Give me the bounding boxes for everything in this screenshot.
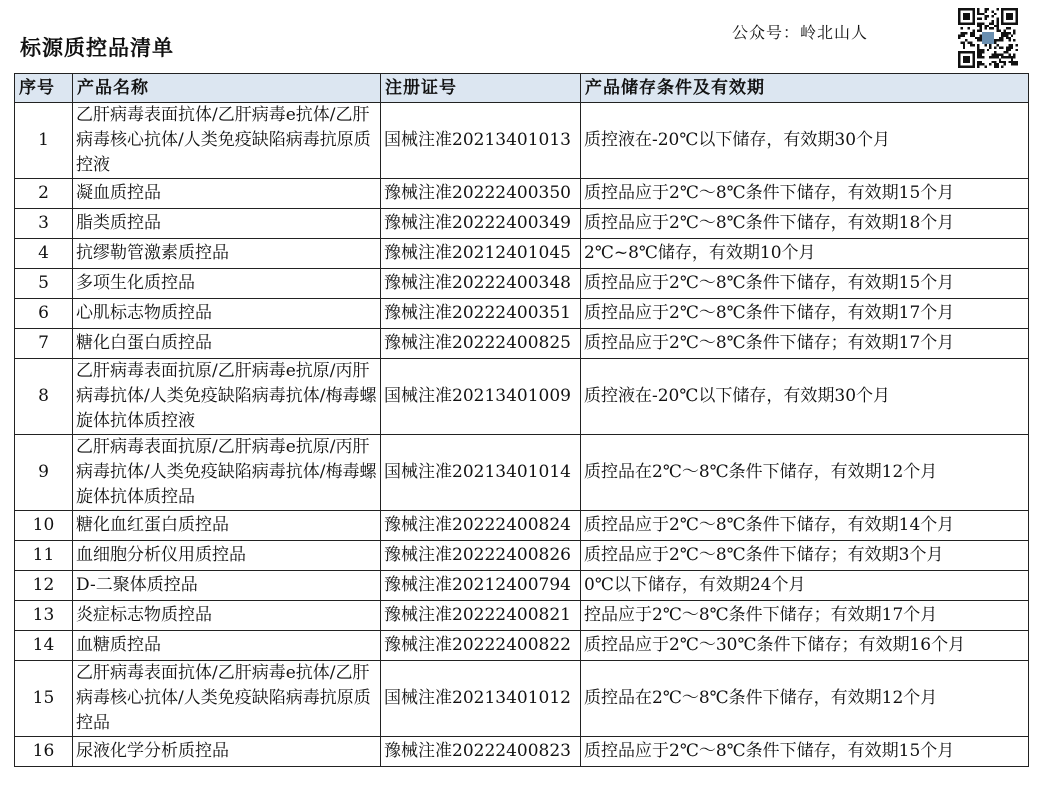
cell-registration: 豫械注准20212401045 bbox=[381, 239, 581, 269]
cell-product-name: 乙肝病毒表面抗原/乙肝病毒e抗原/丙肝病毒抗体/人类免疫缺陷病毒抗体/梅毒螺旋体抗体质控品 bbox=[73, 435, 381, 511]
cell-registration: 国械注准20213401013 bbox=[381, 103, 581, 179]
cell-registration: 国械注准20213401009 bbox=[381, 359, 581, 435]
cell-registration: 国械注准20213401012 bbox=[381, 661, 581, 737]
qr-code-icon bbox=[958, 8, 1018, 68]
cell-index: 3 bbox=[15, 209, 73, 239]
table-row bbox=[15, 541, 1029, 571]
cell-index: 5 bbox=[15, 269, 73, 299]
cell-product-name: 凝血质控品 bbox=[73, 179, 381, 209]
cell-registration: 豫械注准20212400794 bbox=[381, 571, 581, 601]
table-row bbox=[15, 571, 1029, 601]
cell-index: 9 bbox=[15, 435, 73, 511]
table-row bbox=[15, 329, 1029, 359]
cell-product-name: 血糖质控品 bbox=[73, 631, 381, 661]
cell-storage: 质控液在-20℃以下储存，有效期30个月 bbox=[581, 103, 1029, 179]
table-row bbox=[15, 511, 1029, 541]
table-row bbox=[15, 239, 1029, 269]
col-header-name: 产品名称 bbox=[73, 74, 381, 103]
cell-product-name: 脂类质控品 bbox=[73, 209, 381, 239]
cell-storage: 质控品应于2℃～8℃条件下储存，有效期15个月 bbox=[581, 737, 1029, 767]
col-header-reg: 注册证号 bbox=[381, 74, 581, 103]
cell-registration: 豫械注准20222400823 bbox=[381, 737, 581, 767]
cell-product-name: 尿液化学分析质控品 bbox=[73, 737, 381, 767]
cell-registration: 豫械注准20222400826 bbox=[381, 541, 581, 571]
cell-storage: 质控品在2℃～8℃条件下储存，有效期12个月 bbox=[581, 435, 1029, 511]
table-row bbox=[15, 737, 1029, 767]
cell-registration: 豫械注准20222400825 bbox=[381, 329, 581, 359]
cell-index: 2 bbox=[15, 179, 73, 209]
cell-registration: 豫械注准20222400822 bbox=[381, 631, 581, 661]
cell-product-name: 糖化白蛋白质控品 bbox=[73, 329, 381, 359]
table-row bbox=[15, 103, 1029, 179]
table-row bbox=[15, 299, 1029, 329]
cell-product-name: 乙肝病毒表面抗体/乙肝病毒e抗体/乙肝病毒核心抗体/人类免疫缺陷病毒抗原质控品 bbox=[73, 661, 381, 737]
cell-storage: 质控品在2℃～8℃条件下储存，有效期12个月 bbox=[581, 661, 1029, 737]
cell-registration: 豫械注准20222400351 bbox=[381, 299, 581, 329]
cell-product-name: D-二聚体质控品 bbox=[73, 571, 381, 601]
table-row bbox=[15, 631, 1029, 661]
cell-registration: 国械注准20213401014 bbox=[381, 435, 581, 511]
col-header-storage: 产品储存条件及有效期 bbox=[581, 74, 1029, 103]
cell-registration: 豫械注准20222400348 bbox=[381, 269, 581, 299]
cell-registration: 豫械注准20222400824 bbox=[381, 511, 581, 541]
cell-storage: 质控品应于2℃～30℃条件下储存；有效期16个月 bbox=[581, 631, 1029, 661]
cell-index: 7 bbox=[15, 329, 73, 359]
cell-product-name: 心肌标志物质控品 bbox=[73, 299, 381, 329]
cell-storage: 质控品应于2℃～8℃条件下储存；有效期17个月 bbox=[581, 329, 1029, 359]
table-row bbox=[15, 661, 1029, 737]
cell-storage: 质控液在-20℃以下储存，有效期30个月 bbox=[581, 359, 1029, 435]
cell-product-name: 抗缪勒管激素质控品 bbox=[73, 239, 381, 269]
page-title: 标源质控品清单 bbox=[20, 35, 174, 60]
account-label: 公众号：岭北山人 bbox=[732, 23, 869, 42]
cell-product-name: 炎症标志物质控品 bbox=[73, 601, 381, 631]
table-row bbox=[15, 359, 1029, 435]
cell-registration: 豫械注准20222400350 bbox=[381, 179, 581, 209]
table-row bbox=[15, 179, 1029, 209]
cell-index: 1 bbox=[15, 103, 73, 179]
cell-product-name: 糖化血红蛋白质控品 bbox=[73, 511, 381, 541]
cell-product-name: 乙肝病毒表面抗原/乙肝病毒e抗原/丙肝病毒抗体/人类免疫缺陷病毒抗体/梅毒螺旋体抗体质控液 bbox=[73, 359, 381, 435]
cell-index: 8 bbox=[15, 359, 73, 435]
table-row bbox=[15, 435, 1029, 511]
cell-product-name: 血细胞分析仪用质控品 bbox=[73, 541, 381, 571]
table-row bbox=[15, 209, 1029, 239]
table-header-row bbox=[15, 74, 1029, 103]
cell-index: 16 bbox=[15, 737, 73, 767]
cell-storage: 质控品应于2℃～8℃条件下储存；有效期3个月 bbox=[581, 541, 1029, 571]
cell-storage: 0℃以下储存，有效期24个月 bbox=[581, 571, 1029, 601]
cell-index: 10 bbox=[15, 511, 73, 541]
cell-registration: 豫械注准20222400821 bbox=[381, 601, 581, 631]
cell-storage: 2℃~8℃储存，有效期10个月 bbox=[581, 239, 1029, 269]
cell-storage: 质控品应于2℃～8℃条件下储存，有效期15个月 bbox=[581, 269, 1029, 299]
cell-storage: 质控品应于2℃～8℃条件下储存，有效期14个月 bbox=[581, 511, 1029, 541]
cell-index: 12 bbox=[15, 571, 73, 601]
cell-registration: 豫械注准20222400349 bbox=[381, 209, 581, 239]
cell-storage: 质控品应于2℃～8℃条件下储存，有效期17个月 bbox=[581, 299, 1029, 329]
cell-product-name: 乙肝病毒表面抗体/乙肝病毒e抗体/乙肝病毒核心抗体/人类免疫缺陷病毒抗原质控液 bbox=[73, 103, 381, 179]
cell-index: 4 bbox=[15, 239, 73, 269]
product-table bbox=[14, 73, 1029, 767]
cell-product-name: 多项生化质控品 bbox=[73, 269, 381, 299]
cell-storage: 质控品应于2℃～8℃条件下储存，有效期15个月 bbox=[581, 179, 1029, 209]
table-row bbox=[15, 601, 1029, 631]
cell-index: 13 bbox=[15, 601, 73, 631]
cell-storage: 质控品应于2℃～8℃条件下储存，有效期18个月 bbox=[581, 209, 1029, 239]
col-header-index: 序号 bbox=[15, 74, 73, 103]
cell-index: 11 bbox=[15, 541, 73, 571]
table-row bbox=[15, 269, 1029, 299]
cell-index: 14 bbox=[15, 631, 73, 661]
cell-storage: 控品应于2℃～8℃条件下储存；有效期17个月 bbox=[581, 601, 1029, 631]
cell-index: 6 bbox=[15, 299, 73, 329]
cell-index: 15 bbox=[15, 661, 73, 737]
